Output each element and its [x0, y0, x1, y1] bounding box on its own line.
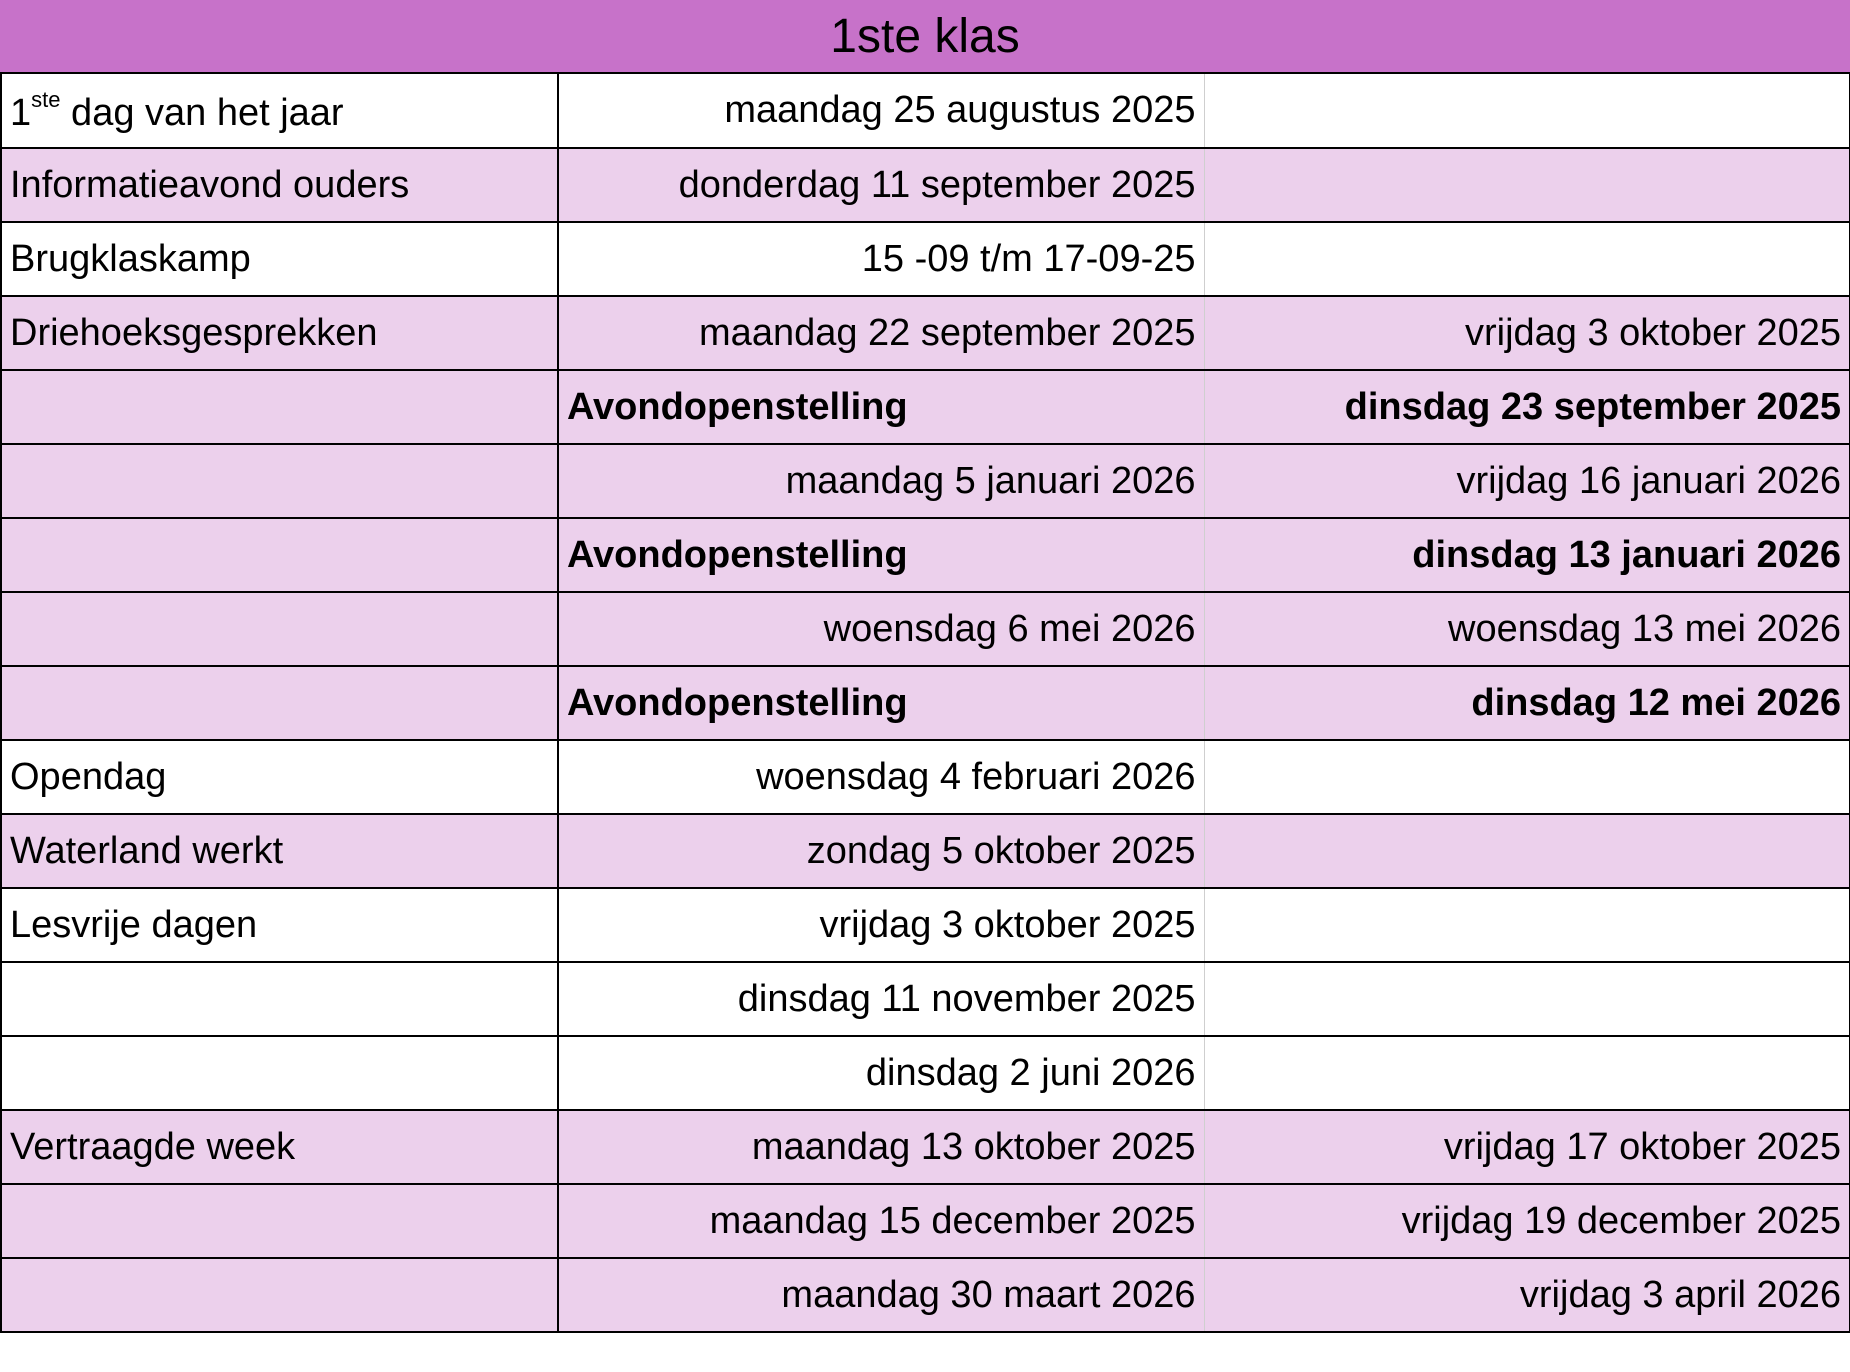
table-row [1, 444, 1850, 518]
row-label[interactable] [1, 444, 558, 518]
row-date-end[interactable]: dinsdag 12 mei 2026 [1204, 666, 1850, 740]
row-date-start[interactable]: dinsdag 11 november 2025 [558, 962, 1204, 1036]
table-row [1, 370, 1850, 444]
row-date-end[interactable] [1204, 814, 1850, 888]
row-label[interactable]: Waterland werkt [1, 814, 558, 888]
row-date-end[interactable] [1204, 74, 1850, 148]
table-row [1, 592, 1850, 666]
table-row [1, 962, 1850, 1036]
row-date-start[interactable]: zondag 5 oktober 2025 [558, 814, 1204, 888]
row-date-end[interactable]: vrijdag 19 december 2025 [1204, 1184, 1850, 1258]
table-row [1, 1258, 1850, 1332]
table-row [1, 1036, 1850, 1110]
row-date-start[interactable]: dinsdag 2 juni 2026 [558, 1036, 1204, 1110]
row-label[interactable] [1, 1184, 558, 1258]
row-date-end[interactable] [1204, 740, 1850, 814]
table-row [1, 222, 1850, 296]
row-date-start[interactable]: vrijdag 3 oktober 2025 [558, 888, 1204, 962]
row-label[interactable] [1, 666, 558, 740]
row-date-start[interactable]: maandag 15 december 2025 [558, 1184, 1204, 1258]
row-date-start[interactable]: Avondopenstelling [558, 370, 1204, 444]
table-row [1, 1184, 1850, 1258]
row-date-end[interactable] [1204, 148, 1850, 222]
row-label[interactable] [1, 518, 558, 592]
row-date-end[interactable] [1204, 888, 1850, 962]
row-label[interactable] [1, 592, 558, 666]
row-date-start[interactable]: Avondopenstelling [558, 666, 1204, 740]
row-label[interactable] [1, 370, 558, 444]
row-label[interactable] [1, 1258, 558, 1332]
row-label[interactable] [1, 1036, 558, 1110]
row-date-start[interactable]: Avondopenstelling [558, 518, 1204, 592]
row-date-start[interactable]: woensdag 4 februari 2026 [558, 740, 1204, 814]
table-row [1, 666, 1850, 740]
table-row [1, 740, 1850, 814]
row-label[interactable]: Brugklaskamp [1, 222, 558, 296]
row-date-end[interactable] [1204, 222, 1850, 296]
table-row [1, 148, 1850, 222]
row-label[interactable]: Informatieavond ouders [1, 148, 558, 222]
row-date-start[interactable]: maandag 13 oktober 2025 [558, 1110, 1204, 1184]
row-date-start[interactable]: maandag 5 januari 2026 [558, 444, 1204, 518]
row-date-end[interactable]: vrijdag 3 oktober 2025 [1204, 296, 1850, 370]
row-date-end[interactable]: woensdag 13 mei 2026 [1204, 592, 1850, 666]
row-date-start[interactable]: maandag 30 maart 2026 [558, 1258, 1204, 1332]
row-date-end[interactable] [1204, 962, 1850, 1036]
row-date-end[interactable]: vrijdag 3 april 2026 [1204, 1258, 1850, 1332]
row-date-start[interactable]: maandag 22 september 2025 [558, 296, 1204, 370]
sheet-title: 1ste klas [0, 0, 1850, 74]
row-date-end[interactable]: vrijdag 17 oktober 2025 [1204, 1110, 1850, 1184]
row-date-start[interactable]: woensdag 6 mei 2026 [558, 592, 1204, 666]
row-date-start[interactable]: maandag 25 augustus 2025 [558, 74, 1204, 148]
row-label[interactable]: 1ste dag van het jaar [1, 74, 558, 148]
table-row [1, 1110, 1850, 1184]
row-date-end[interactable] [1204, 1036, 1850, 1110]
row-date-end[interactable]: dinsdag 23 september 2025 [1204, 370, 1850, 444]
row-date-start[interactable]: donderdag 11 september 2025 [558, 148, 1204, 222]
table-row [1, 296, 1850, 370]
row-label[interactable]: Vertraagde week [1, 1110, 558, 1184]
row-label[interactable] [1, 962, 558, 1036]
row-date-end[interactable]: dinsdag 13 januari 2026 [1204, 518, 1850, 592]
schedule-table [0, 74, 1850, 1333]
table-row [1, 888, 1850, 962]
row-label[interactable]: Opendag [1, 740, 558, 814]
table-row [1, 518, 1850, 592]
row-label[interactable]: Driehoeksgesprekken [1, 296, 558, 370]
table-row [1, 814, 1850, 888]
row-date-end[interactable]: vrijdag 16 januari 2026 [1204, 444, 1850, 518]
row-label[interactable]: Lesvrije dagen [1, 888, 558, 962]
table-row [1, 74, 1850, 148]
row-date-start[interactable]: 15 -09 t/m 17-09-25 [558, 222, 1204, 296]
